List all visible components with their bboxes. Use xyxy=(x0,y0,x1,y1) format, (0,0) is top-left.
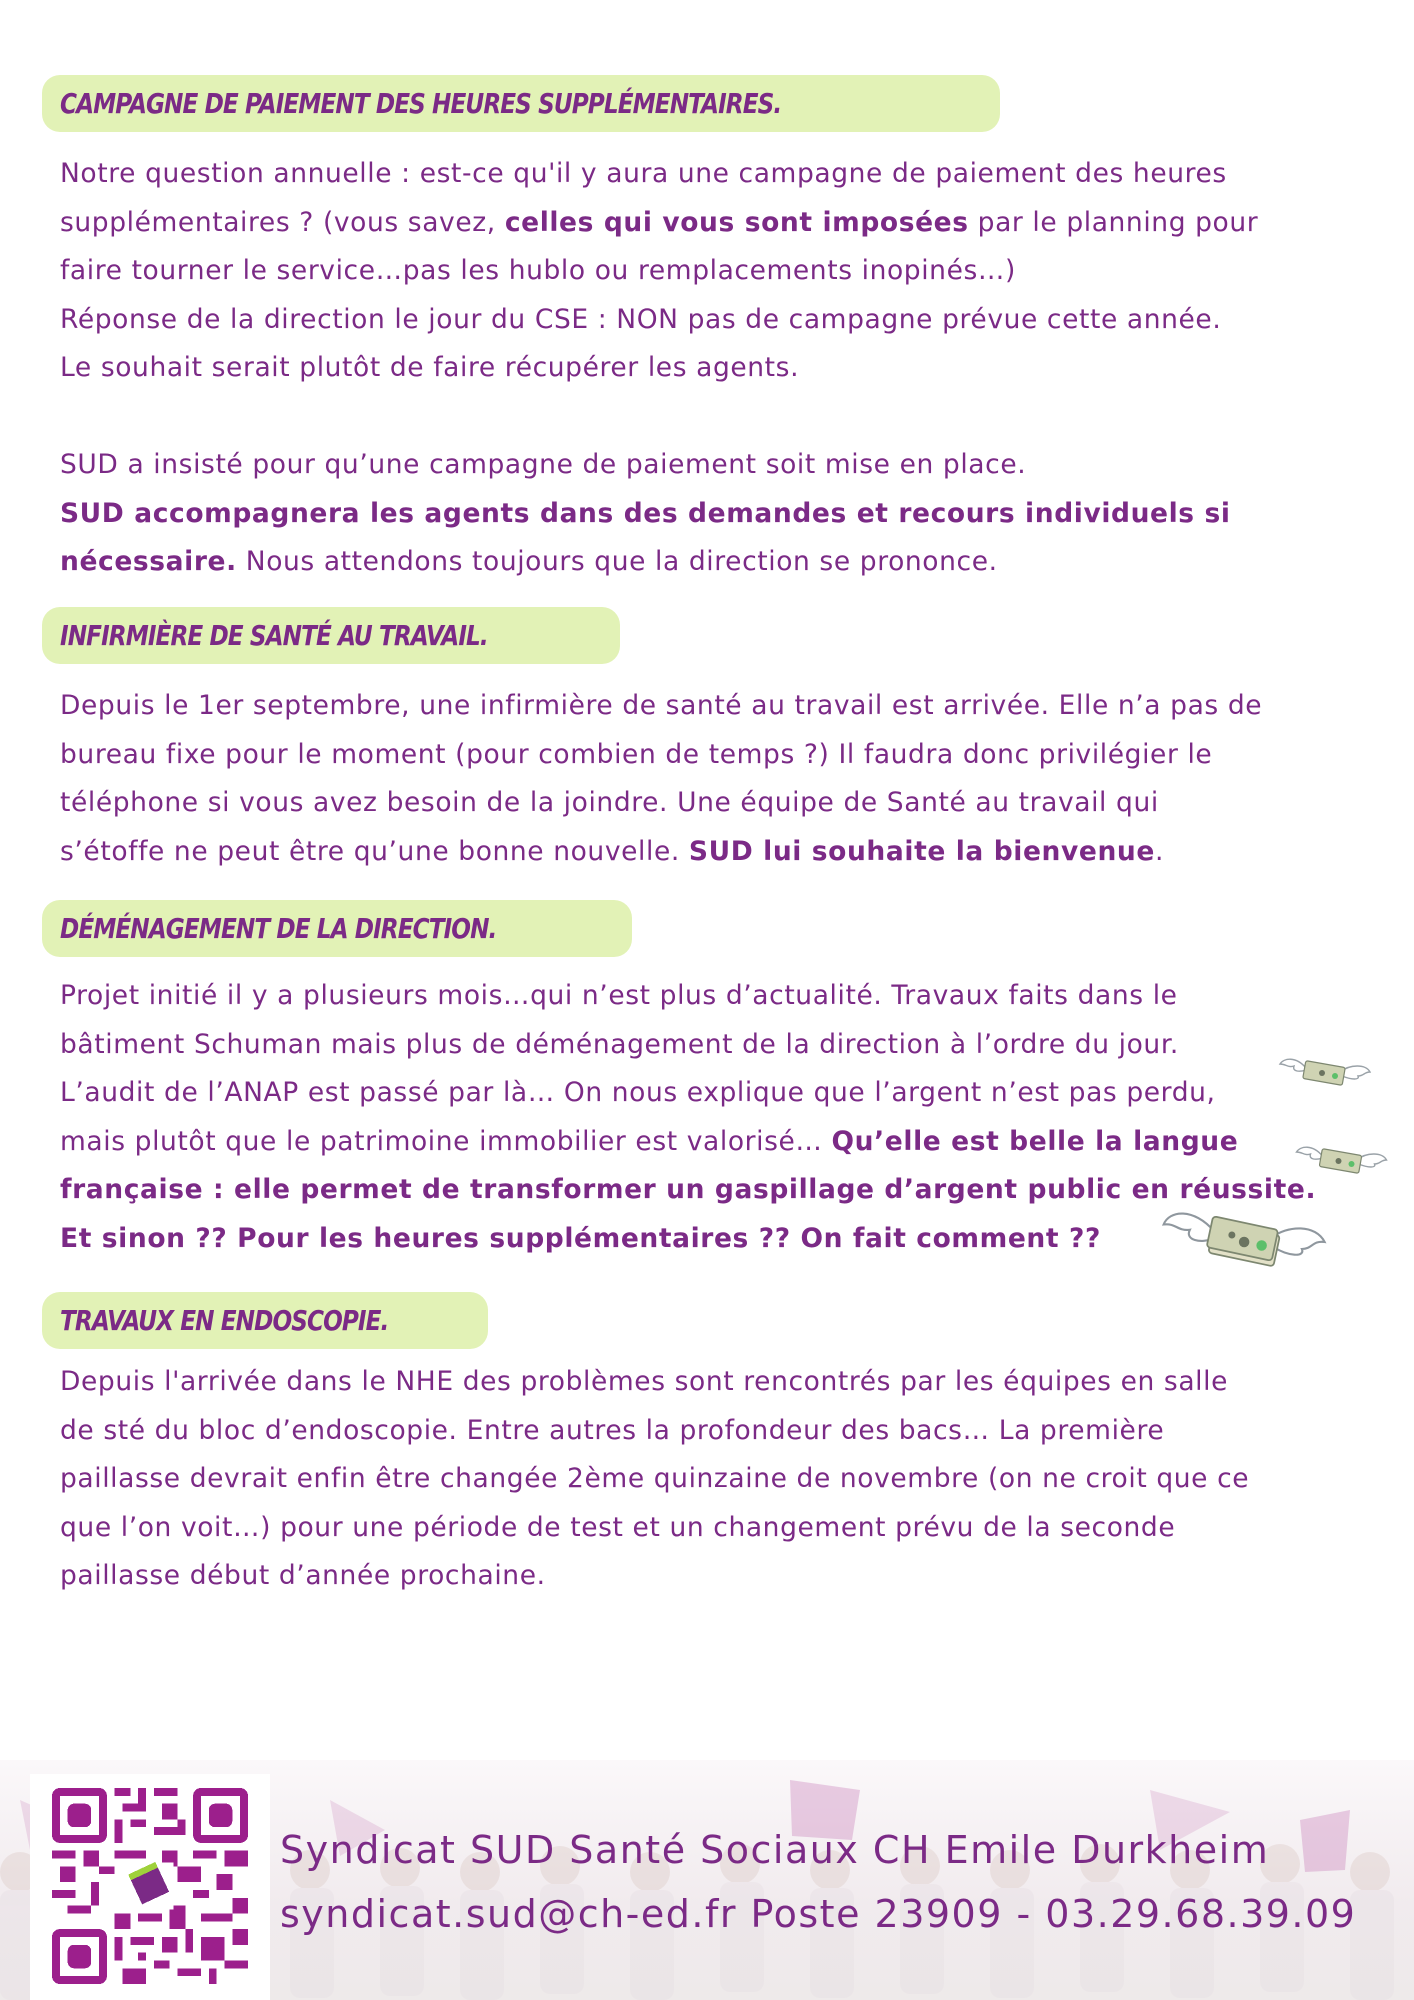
text: Depuis le 1er septembre, une infirmière de santé au travail est arrivée. Elle n’a pas de xyxy=(60,690,1263,721)
text: téléphone si vous avez besoin de la joindre. Une équipe de Santé au travail qui xyxy=(60,787,1159,818)
bold-text: nécessaire. xyxy=(60,546,237,577)
text: que l’on voit…) pour une période de test et un changement prévu de la seconde xyxy=(60,1511,1176,1543)
bold-text: française : elle permet de transformer un gaspillage d’argent public en réussite. xyxy=(60,1174,1317,1205)
text-line xyxy=(60,296,1350,345)
text-line xyxy=(60,393,1350,442)
section-heading-pill xyxy=(42,75,1000,132)
text-line xyxy=(60,1552,1350,1601)
text-line xyxy=(60,344,1350,393)
text-line xyxy=(60,1021,1350,1070)
text-line xyxy=(60,150,1350,199)
bold-text: Et sinon ?? Pour les heures supplémentaires ?? On fait comment ?? xyxy=(60,1222,1101,1254)
flying-money-icon xyxy=(1292,1138,1392,1178)
section-heading: INFIRMIÈRE DE SANTÉ AU TRAVAIL. xyxy=(60,619,488,652)
text-line xyxy=(60,538,1350,587)
text: . xyxy=(1154,835,1164,867)
section-body xyxy=(60,150,1350,587)
text: bâtiment Schuman mais plus de déménagement de la direction à l’ordre du jour. xyxy=(60,1028,1179,1060)
text-line xyxy=(60,490,1350,539)
text-line xyxy=(60,1069,1350,1118)
text-line xyxy=(60,1455,1350,1504)
text-line xyxy=(60,1407,1350,1456)
text-line xyxy=(60,972,1350,1021)
flying-money-icon xyxy=(1278,1050,1373,1090)
flying-money-icon xyxy=(1150,1200,1340,1270)
text: s’étoffe ne peut être qu’une bonne nouvelle. xyxy=(60,835,689,867)
text: de sté du bloc d’endoscopie. Entre autres la profondeur des bacs… La première xyxy=(60,1414,1165,1446)
text: Le souhait serait plutôt de faire récupérer les agents. xyxy=(60,352,800,383)
text: L’audit de l’ANAP est passé par là… On nous explique que l’argent n’est pas perdu, xyxy=(60,1077,1216,1108)
text-line xyxy=(60,247,1350,296)
text: mais plutôt que le patrimoine immobilier est valorisé… xyxy=(60,1125,832,1157)
bold-text: SUD lui souhaite la bienvenue xyxy=(688,835,1155,867)
text-line xyxy=(60,1358,1350,1407)
text: Réponse de la direction le jour du CSE : NON pas de campagne prévue cette année. xyxy=(60,303,1222,335)
text-line xyxy=(60,1118,1350,1167)
qr-code-box xyxy=(30,1774,270,2000)
bold-text: celles qui vous sont imposées xyxy=(504,206,969,238)
text: SUD a insisté pour qu’une campagne de paiement soit mise en place. xyxy=(60,449,1027,480)
section-body xyxy=(60,1358,1350,1601)
text: faire tourner le service…pas les hublo ou remplacements inopinés…) xyxy=(60,255,1016,286)
text-line xyxy=(60,731,1350,780)
text-line xyxy=(60,441,1350,490)
text xyxy=(60,401,69,432)
text: par le planning pour xyxy=(968,206,1259,238)
footer-banner xyxy=(0,1760,1414,2000)
text-line xyxy=(60,199,1350,248)
text: paillasse début d’année prochaine. xyxy=(60,1560,546,1591)
text-line xyxy=(60,1504,1350,1553)
section-heading-pill xyxy=(42,607,620,664)
text: bureau fixe pour le moment (pour combien de temps ?) Il faudra donc privilégier le xyxy=(60,738,1213,770)
text-line xyxy=(60,779,1350,828)
section-body xyxy=(60,682,1350,876)
footer-contact: syndicat.sud@ch-ed.fr Poste 23909 - 03.29.68.39.09 xyxy=(280,1892,1357,1936)
section-heading: TRAVAUX EN ENDOSCOPIE. xyxy=(60,1304,389,1337)
text: Nous attendons toujours que la direction se prononce. xyxy=(236,546,998,577)
text: Depuis l'arrivée dans le NHE des problèmes sont rencontrés par les équipes en salle xyxy=(60,1366,1229,1397)
section-heading: CAMPAGNE DE PAIEMENT DES HEURES SUPPLÉMENTAIRES. xyxy=(60,87,782,120)
bold-text: Qu’elle est belle la langue xyxy=(831,1125,1239,1157)
text: Notre question annuelle : est-ce qu'il y aura une campagne de paiement des heures xyxy=(60,158,1227,189)
section-heading: DÉMÉNAGEMENT DE LA DIRECTION. xyxy=(60,912,497,945)
text: supplémentaires ? (vous savez, xyxy=(60,206,505,238)
footer-union-name: Syndicat SUD Santé Sociaux CH Emile Durkheim xyxy=(280,1828,1270,1872)
text-line xyxy=(60,682,1350,731)
text: Projet initié il y a plusieurs mois…qui n’est plus d’actualité. Travaux faits dans le xyxy=(60,980,1178,1011)
text: paillasse devrait enfin être changée 2ème quinzaine de novembre (on ne croit que ce xyxy=(60,1463,1250,1494)
text-line xyxy=(60,828,1350,877)
section-heading-pill xyxy=(42,900,632,957)
bold-text: SUD accompagnera les agents dans des demandes et recours individuels si xyxy=(60,497,1231,529)
qr-code-icon[interactable] xyxy=(52,1788,248,1984)
section-heading-pill xyxy=(42,1292,488,1349)
